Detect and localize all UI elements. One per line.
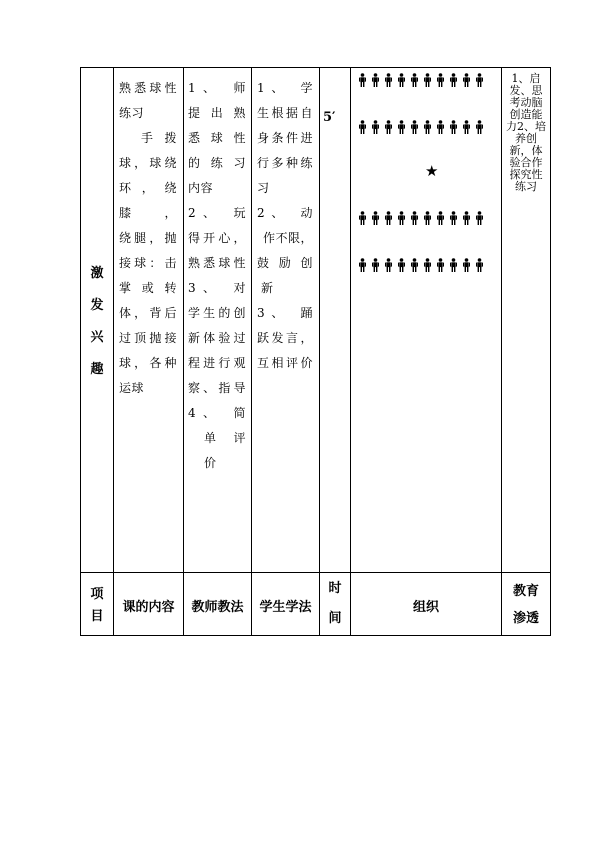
header-time-char: 间 xyxy=(328,611,342,626)
student-figure-icon xyxy=(435,211,446,225)
student-figure-icon xyxy=(383,211,394,225)
student-figure-icon xyxy=(448,258,459,272)
student-figure-icon xyxy=(396,258,407,272)
content-line: 球，球绕 xyxy=(119,156,177,170)
student-figure-icon xyxy=(461,211,472,225)
table-top-border xyxy=(80,67,550,68)
student-cell xyxy=(257,76,313,376)
student-figure-icon xyxy=(357,120,368,134)
student-line: 1、 学 xyxy=(257,81,313,95)
col-line-6 xyxy=(501,67,502,636)
student-figure-icon xyxy=(357,258,368,272)
col-line-7 xyxy=(550,67,551,636)
teacher-star-icon: ★ xyxy=(425,162,439,180)
student-line: 身条件进 xyxy=(257,131,313,145)
header-teacher: 教师教法 xyxy=(191,600,244,615)
student-figure-icon xyxy=(461,73,472,87)
student-figure-icon xyxy=(474,73,485,87)
student-figure-icon xyxy=(357,73,368,87)
content-line: 过顶抛接 xyxy=(119,331,177,345)
student-line: 互相评价 xyxy=(257,356,313,370)
student-figure-icon xyxy=(448,73,459,87)
education-text: 1、启发、思考动脑创造能力2、培养创新，体验合作探究性练习 xyxy=(506,72,546,193)
header-item-char: 项 xyxy=(90,587,104,602)
student-figure-icon xyxy=(474,258,485,272)
student-figure-icon xyxy=(435,258,446,272)
content-line: 体，背后 xyxy=(119,306,177,320)
student-figure-icon xyxy=(409,211,420,225)
student-figure-icon xyxy=(370,73,381,87)
section-label-char: 发 xyxy=(90,298,104,313)
student-figure-icon xyxy=(422,73,433,87)
teacher-line: 新体验过 xyxy=(188,331,246,345)
student-figure-icon xyxy=(370,211,381,225)
teacher-line: 3、 对 xyxy=(188,281,246,295)
content-line: 运球 xyxy=(119,381,145,395)
table-bottom-border xyxy=(80,635,550,636)
teacher-cell xyxy=(188,76,246,476)
teacher-line: 悉 球 性 xyxy=(188,131,246,145)
content-line: 熟悉球性 xyxy=(119,81,177,95)
header-time-char: 时 xyxy=(328,581,342,596)
header-item xyxy=(81,584,113,628)
student-row xyxy=(357,120,485,134)
student-row xyxy=(357,258,485,272)
teacher-line: 价 xyxy=(204,456,217,470)
teacher-line: 学生的创 xyxy=(188,306,246,320)
content-line: 掌 或 转 xyxy=(119,281,177,295)
teacher-line: 的 练 习 xyxy=(188,156,246,170)
teacher-line: 4、 简 xyxy=(188,406,246,420)
teacher-line: 察、指导 xyxy=(188,381,246,395)
student-line: 3、 踊 xyxy=(257,306,313,320)
teacher-line: 熟悉球性 xyxy=(188,256,246,270)
student-figure-icon xyxy=(409,258,420,272)
student-figure-icon xyxy=(461,120,472,134)
header-education xyxy=(502,578,550,632)
student-figure-icon xyxy=(435,120,446,134)
content-line: 接球：击 xyxy=(119,256,177,270)
student-figure-icon xyxy=(435,73,446,87)
student-figure-icon xyxy=(409,73,420,87)
teacher-line: 程进行观 xyxy=(188,356,246,370)
student-figure-icon xyxy=(396,120,407,134)
col-line-1 xyxy=(113,67,114,636)
col-line-2 xyxy=(183,67,184,636)
student-figure-icon xyxy=(370,258,381,272)
student-figure-icon xyxy=(383,73,394,87)
teacher-line: 2、 玩 xyxy=(188,206,246,220)
content-cell xyxy=(119,76,177,401)
header-education-line: 教育 xyxy=(512,584,539,599)
content-line: 球，各种 xyxy=(119,356,177,370)
teacher-line: 1、 师 xyxy=(188,81,246,95)
section-label xyxy=(81,258,113,386)
header-organization: 组织 xyxy=(412,600,439,615)
student-figure-icon xyxy=(422,120,433,134)
student-figure-icon xyxy=(409,120,420,134)
header-content: 课的内容 xyxy=(122,600,175,615)
teacher-line: 提 出 熟 xyxy=(188,106,246,120)
header-education-line: 渗透 xyxy=(512,611,539,626)
student-figure-icon xyxy=(474,211,485,225)
teacher-line: 内容 xyxy=(188,181,214,195)
teacher-line: 单 评 xyxy=(204,431,246,445)
col-line-3 xyxy=(251,67,252,636)
section-label-char: 激 xyxy=(90,266,104,281)
header-time xyxy=(320,574,350,634)
content-line: 练习 xyxy=(119,106,145,120)
section-label-char: 兴 xyxy=(90,330,104,345)
content-line: 绕腿，抛 xyxy=(119,231,177,245)
header-item-char: 目 xyxy=(90,609,104,624)
student-figure-icon xyxy=(474,120,485,134)
student-figure-icon xyxy=(383,258,394,272)
student-figure-icon xyxy=(422,211,433,225)
student-row xyxy=(357,211,485,225)
section-label-char: 趣 xyxy=(90,362,104,377)
student-figure-icon xyxy=(396,73,407,87)
header-student: 学生学法 xyxy=(259,600,312,615)
student-figure-icon xyxy=(461,258,472,272)
content-line: 手 拨 xyxy=(141,131,177,145)
student-figure-icon xyxy=(448,211,459,225)
student-line: 行多种练 xyxy=(257,156,313,170)
content-line: 环，绕膝， xyxy=(119,181,177,220)
student-line: 鼓 励 创 xyxy=(257,256,313,270)
student-line: 作不限， xyxy=(263,231,314,245)
student-figure-icon xyxy=(357,211,368,225)
student-line: 生根据自 xyxy=(257,106,313,120)
student-line: 2、 动 xyxy=(257,206,313,220)
teacher-line: 得开心， xyxy=(188,231,246,245)
student-figure-icon xyxy=(370,120,381,134)
student-figure-icon xyxy=(396,211,407,225)
col-line-4 xyxy=(319,67,320,636)
student-line: 新 xyxy=(261,281,274,295)
col-line-5 xyxy=(350,67,351,636)
student-row xyxy=(357,73,485,87)
student-line: 习 xyxy=(257,181,270,195)
student-line: 跃发言， xyxy=(257,331,313,345)
student-figure-icon xyxy=(448,120,459,134)
student-figure-icon xyxy=(383,120,394,134)
table-header-divider xyxy=(80,572,550,573)
time-value: 5′ xyxy=(323,110,336,125)
student-figure-icon xyxy=(422,258,433,272)
